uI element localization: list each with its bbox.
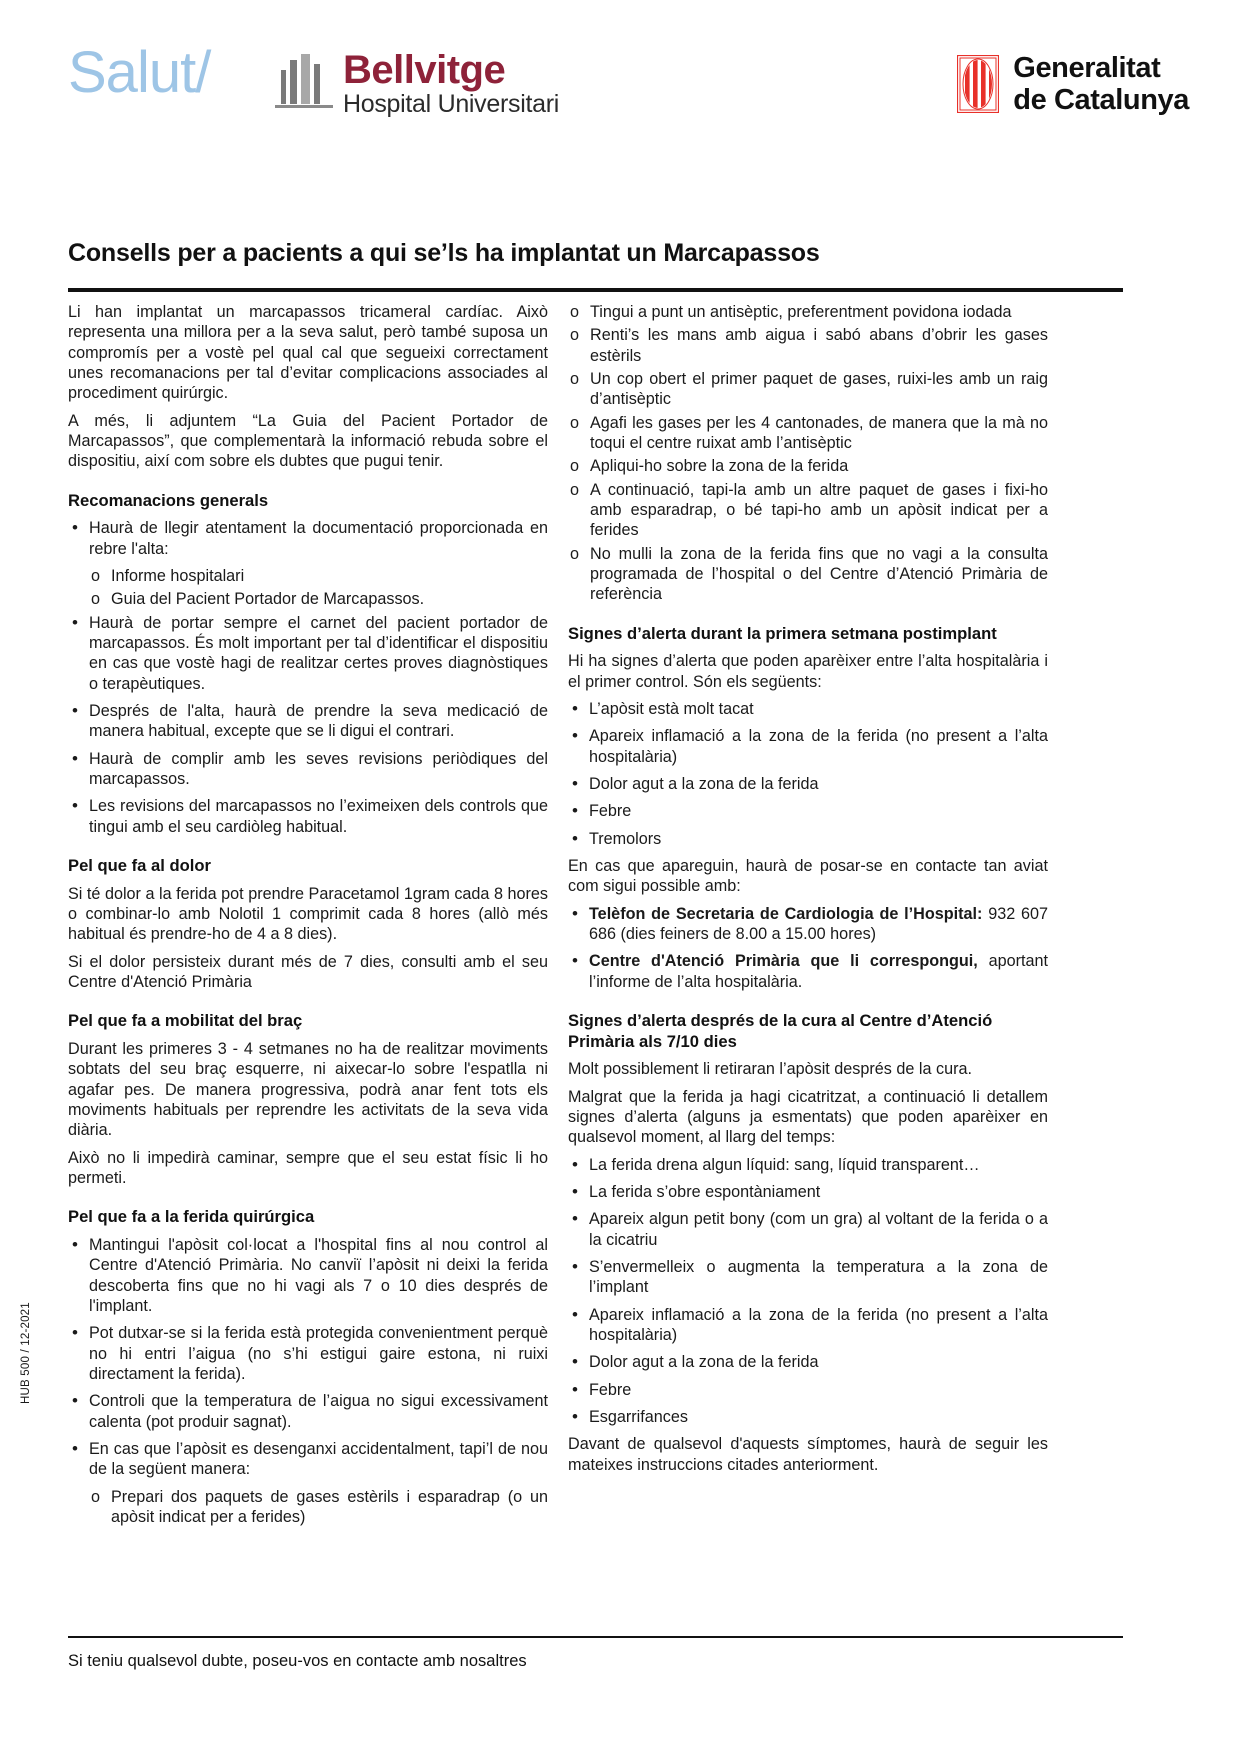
dolor-paragraph-1: Si té dolor a la ferida pot prendre Paracetamol 1gram cada 8 hores o combinar-lo amb Nolotil 1 comprimit cada 8 hores (allò més habitual és prendre-ho de 4 a 8 dies). — [68, 884, 548, 944]
list-item: o Prepari dos paquets de gases estèrils i esparadrap (o un apòsit indicat per a ferides) — [89, 1487, 548, 1528]
generalitat-line1: Generalitat — [1013, 52, 1161, 84]
alerta1-contact-intro: En cas que apareguin, haurà de posar-se en contacte tan aviat com sigui possible amb: — [568, 856, 1048, 896]
section-heading-signes-alerta-primera-setmana: Signes d’alerta durant la primera setmana postimplant — [568, 623, 997, 643]
list-item — [568, 904, 1048, 945]
intro-paragraph-2: A més, li adjuntem “La Guia del Pacient Portador de Marcapassos”, que complementarà la informació rebuda sobre el dispositiu, així com sobre els dubtes que pugui tenir. — [68, 411, 548, 471]
mobilitat-paragraph-2: Això no li impedirà caminar, sempre que el seu estat físic li ho permeti. — [68, 1148, 548, 1188]
salut-logo: Salut/ — [68, 40, 211, 105]
page-title: Consells per a pacients a qui se’ls ha implantat un Marcapassos — [68, 238, 820, 267]
alerta1-intro: Hi ha signes d’alerta que poden aparèixer entre l’alta hospitalària i el primer control. Són els següents: — [568, 652, 1048, 691]
bellvitge-subtitle: Hospital Universitari — [343, 90, 559, 118]
footer-note: Si teniu qualsevol dubte, poseu-vos en contacte amb nosaltres — [68, 1652, 527, 1670]
generalitat-line2: de Catalunya — [1013, 84, 1189, 117]
top-divider — [68, 288, 1123, 292]
list-item: • Haurà de complir amb les seves revisions periòdiques del marcapassos. — [68, 749, 548, 790]
bellvitge-name: Bellvitge — [343, 48, 506, 92]
list-item: o Renti’s les mans amb aigua i sabó abans d’obrir les gases estèrils — [568, 325, 1048, 366]
list-item: • Pot dutxar-se si la ferida està protegida convenientment perquè no hi entri l’aigua (no s’hi estigui gaire estona, ni ruixi directament la ferida). — [68, 1323, 548, 1384]
alerta2-paragraph-1: Molt possiblement li retiraran l’apòsit després de la cura. — [568, 1060, 972, 1079]
list-item: • L’apòsit està molt tacat — [568, 699, 1048, 719]
list-item: • Dolor agut a la zona de la ferida — [568, 774, 1048, 794]
generals-list-cont — [68, 613, 548, 837]
generals-sublist — [89, 566, 548, 610]
contact-phone-value: 932 607 686 (dies feiners de 8.00 a 15.00 hores) — [589, 904, 1049, 943]
mobilitat-paragraph-1: Durant les primeres 3 - 4 setmanes no ha de realitzar moviments sobtats del seu braç esquerre, ni aixecar-lo sobre l'espatlla ni agafar pes. De manera progressiva, podrà anar fent tots els moviments habituals per reprendre les activitats de la seva vida diària. — [68, 1040, 548, 1140]
section-heading-mobilitat: Pel que fa a mobilitat del braç — [68, 1011, 303, 1031]
list-item: • Febre — [568, 1380, 1048, 1400]
bottom-divider — [68, 1636, 1123, 1638]
list-item: o Apliqui-ho sobre la zona de la ferida — [568, 456, 1048, 476]
contact-cap-label: Centre d'Atenció Primària que li correspongui, — [589, 952, 978, 971]
list-item: • La ferida s’obre espontàniament — [568, 1182, 1048, 1202]
list-item: o Informe hospitalari — [89, 566, 548, 586]
list-item: • Mantingui l'apòsit col·locat a l'hospital fins al nou control al Centre d'Atenció Primària. No canviï l’apòsit ni deixi la ferida descoberta fins que no hi vagi als 7 o 10 dies després de l'implant. — [68, 1235, 548, 1316]
intro-paragraph-1: Li han implantat un marcapassos tricameral cardíac. Això representa una millora per a la seva salut, però també suposa un compromís per a vostè pel qual cal que segueixi correctament unes recomanacions per tal d’evitar complicacions associades al procediment quirúrgic. — [68, 303, 548, 403]
list-item: • Haurà de llegir atentament la documentació proporcionada en rebre l'alta: — [68, 518, 548, 559]
alerta2-list — [568, 1155, 1048, 1428]
bellvitge-logo — [273, 50, 559, 117]
list-item: • Després de l'alta, haurà de prendre la seva medicació de manera habitual, excepte que se li digui el contrari. — [68, 701, 548, 742]
contact-phone-label: Telèfon de Secretaria de Cardiologia de l’Hospital: — [589, 904, 983, 923]
dolor-paragraph-2: Si el dolor persisteix durant més de 7 dies, consulti amb el seu Centre d'Atenció Primària — [68, 952, 548, 991]
document-code: HUB 500 / 12-2021 — [20, 1302, 32, 1404]
left-column — [68, 302, 548, 1530]
alerta1-list — [568, 699, 1048, 849]
generalitat-logo — [957, 52, 1189, 117]
list-item: o No mulli la zona de la ferida fins que no vagi a la consulta programada de l’hospital o del Centre d’Atenció Primària de referència — [568, 544, 1048, 605]
list-item: • Haurà de portar sempre el carnet del pacient portador de marcapassos. És molt important per tal d’identificar el dispositiu en cas que vostè hagi de realitzar certes proves diagnòstiques o terapèutiques. — [68, 613, 548, 694]
list-item: • Tremolors — [568, 829, 1048, 849]
list-item: • Apareix inflamació a la zona de la ferida (no present a l’alta hospitalària) — [568, 726, 1048, 767]
alerta2-paragraph-2: Malgrat que la ferida ja hagi cicatritzat, a continuació li detallem signes d’alerta (alguns ja esmentats) que poden aparèixer en qualsevol moment, al llarg del temps: — [568, 1087, 1048, 1147]
right-column — [568, 302, 1048, 1475]
cura-steps-list — [568, 302, 1048, 605]
list-item: • La ferida drena algun líquid: sang, líquid transparent… — [568, 1155, 1048, 1175]
list-item: • Dolor agut a la zona de la ferida — [568, 1352, 1048, 1372]
section-heading-dolor: Pel que fa al dolor — [68, 855, 211, 875]
list-item: o A continuació, tapi-la amb un altre paquet de gases i fixi-ho amb esparadrap, o bé tapi-ho amb un apòsit indicat per a ferides — [568, 480, 1048, 541]
ferida-list — [68, 1235, 548, 1480]
section-heading-signes-alerta-despres-cura: Signes d’alerta després de la cura al Centre d’Atenció Primària als 7/10 dies — [568, 1010, 993, 1051]
list-item: • Apareix algun petit bony (com un gra) al voltant de la ferida o a la cicatriu — [568, 1209, 1048, 1250]
list-item: o Tingui a punt un antisèptic, preferentment povidona iodada — [568, 302, 1048, 322]
list-item: • S’envermelleix o augmenta la temperatura a la zona de l’implant — [568, 1257, 1048, 1298]
list-item: • Les revisions del marcapassos no l’eximeixen dels controls que tingui amb el seu cardiòleg habitual. — [68, 796, 548, 837]
document-header — [0, 0, 1241, 150]
list-item: • En cas que l’apòsit es desenganxi accidentalment, tapi’l de nou de la següent manera: — [68, 1439, 548, 1480]
contact-list — [568, 904, 1048, 992]
list-item: • Febre — [568, 801, 1048, 821]
list-item: o Guia del Pacient Portador de Marcapassos. — [89, 589, 548, 609]
section-heading-ferida-quirurgica: Pel que fa a la ferida quirúrgica — [68, 1207, 315, 1227]
contact-cap-value: aportant l’informe de l’alta hospitalària. — [589, 952, 1048, 991]
ferida-sublist — [89, 1487, 548, 1528]
list-item: o Agafi les gases per les 4 cantonades, de manera que la mà no toqui el centre ruixat amb l’antisèptic — [568, 413, 1048, 454]
section-heading-recomanacions-generals: Recomanacions generals — [68, 490, 269, 510]
list-item: • Controli que la temperatura de l’aigua no sigui excessivament calenta (pot produir sagnat). — [68, 1391, 548, 1432]
generalitat-name — [1013, 52, 1189, 117]
generalitat-shield-icon — [957, 55, 999, 113]
list-item: • Esgarrifances — [568, 1407, 1048, 1427]
closing-paragraph: Davant de qualsevol d'aquests símptomes, haurà de seguir les mateixes instruccions citades anteriorment. — [568, 1435, 1048, 1474]
generals-list — [68, 518, 548, 559]
bellvitge-building-icon — [273, 54, 335, 112]
list-item — [568, 951, 1048, 992]
list-item: • Apareix inflamació a la zona de la ferida (no present a l’alta hospitalària) — [568, 1305, 1048, 1346]
list-item: o Un cop obert el primer paquet de gases, ruixi-les amb un raig d’antisèptic — [568, 369, 1048, 410]
